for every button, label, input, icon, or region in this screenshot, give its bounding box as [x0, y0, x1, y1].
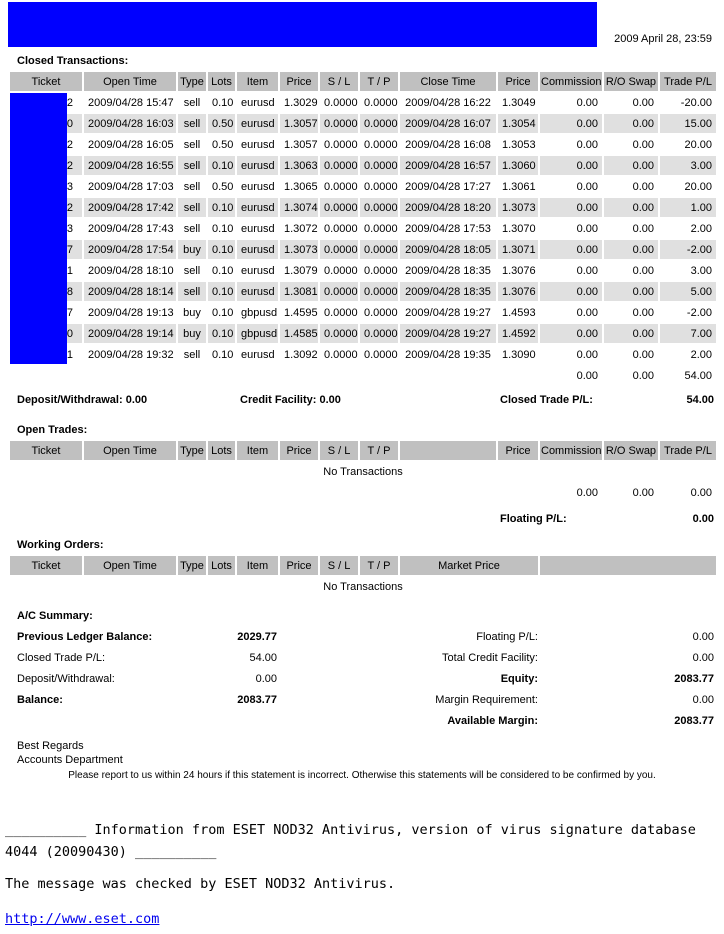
cell-lots: 0.10	[212, 306, 234, 319]
cell-commission: 0.00	[540, 282, 602, 301]
cell-open_time: 2009/04/28 16:03	[84, 114, 176, 133]
column-header: Ticket	[10, 441, 82, 460]
cell-type: sell	[183, 96, 201, 109]
cell-close_price: 1.3053	[502, 138, 536, 151]
cell-sl: 0.0000	[324, 180, 358, 193]
cell-type: sell	[178, 282, 206, 301]
column-header: Lots	[208, 441, 235, 460]
cell-close_time: 2009/04/28 16:07	[400, 114, 496, 133]
total-credit-facility-value: 0.00	[692, 651, 714, 664]
transaction-row	[10, 324, 716, 343]
cell-open_time: 2009/04/28 19:14	[84, 324, 176, 343]
cell-commission: 0.00	[540, 324, 602, 343]
cell-open_time: 2009/04/28 17:54	[84, 240, 176, 259]
cell-lots: 0.50	[212, 180, 234, 193]
closed-trade-pl-summary-label: Closed Trade P/L:	[17, 651, 106, 664]
column-header: Item	[237, 556, 278, 575]
open-totals-commission: 0.00	[576, 486, 598, 499]
closed-trade-pl-value: 54.00	[686, 393, 714, 406]
cell-ticket: 8	[10, 282, 82, 301]
cell-tp: 0.0000	[360, 156, 398, 175]
cell-close_price: 1.3076	[498, 282, 538, 301]
column-header: T / P	[360, 556, 398, 575]
summary-row	[0, 668, 724, 689]
cell-item: eurusd	[241, 264, 275, 277]
antivirus-info-line-2: 4044 (20090430) __________	[5, 844, 217, 860]
cell-price: 1.3057	[280, 114, 318, 133]
open-totals-row	[10, 483, 716, 502]
cell-open_time: 2009/04/28 18:14	[84, 282, 176, 301]
totals-swap: 0.00	[632, 369, 654, 382]
column-header: Close Time	[400, 72, 496, 91]
cell-open_time: 2009/04/28 17:42	[84, 198, 176, 217]
cell-lots: 0.10	[208, 156, 235, 175]
previous-ledger-balance-label: Previous Ledger Balance:	[17, 630, 153, 643]
floating-pl-summary-label: Floating P/L:	[476, 630, 538, 643]
open-empty-row	[10, 462, 716, 481]
column-header: R/O Swap	[604, 72, 658, 91]
deposit-withdrawal-summary-value: 0.00	[255, 672, 277, 685]
closed-transactions-title: Closed Transactions:	[17, 55, 129, 67]
cell-item: eurusd	[241, 180, 275, 193]
column-header: Price	[498, 72, 538, 91]
antivirus-info-line-1: __________ Information from ESET NOD32 Antivirus, version of virus signature database	[5, 822, 696, 838]
cell-price: 1.3079	[284, 264, 318, 277]
cell-commission: 0.00	[576, 180, 598, 193]
column-header: Lots	[208, 72, 235, 91]
cell-type: sell	[183, 138, 201, 151]
cell-tp: 0.0000	[364, 264, 398, 277]
cell-sl: 0.0000	[324, 96, 358, 109]
transaction-row	[10, 114, 716, 133]
transaction-row	[10, 156, 716, 175]
cell-swap: 0.00	[604, 114, 658, 133]
cell-price: 1.3092	[284, 348, 318, 361]
cell-sl: 0.0000	[320, 282, 358, 301]
credit-facility	[240, 394, 500, 406]
cell-open_time: 2009/04/28 18:10	[88, 264, 174, 277]
credit-facility-label: Credit Facility:	[240, 393, 317, 406]
cell-commission: 0.00	[540, 240, 602, 259]
cell-close_price: 1.3061	[502, 180, 536, 193]
cell-close_price: 1.3049	[502, 96, 536, 109]
margin-requirement-value: 0.00	[692, 693, 714, 706]
previous-ledger-balance-value: 2029.77	[237, 630, 277, 643]
cell-close_time: 2009/04/28 18:20	[400, 198, 496, 217]
cell-close_price: 1.3054	[498, 114, 538, 133]
cell-commission: 0.00	[576, 348, 598, 361]
cell-close_price: 1.3060	[498, 156, 538, 175]
cell-close_price: 1.3090	[502, 348, 536, 361]
column-header: S / L	[320, 72, 358, 91]
available-margin-value: 2083.77	[674, 714, 714, 727]
cell-lots: 0.10	[208, 240, 235, 259]
column-header: T / P	[360, 441, 398, 460]
eset-link[interactable]: http://www.eset.com	[5, 911, 160, 927]
cell-tp: 0.0000	[364, 348, 398, 361]
cell-sl: 0.0000	[324, 222, 358, 235]
cell-pl: 20.00	[684, 138, 712, 151]
cell-close_price: 1.3076	[502, 264, 536, 277]
cell-price: 1.3072	[284, 222, 318, 235]
column-header	[540, 556, 716, 575]
cell-lots: 0.10	[212, 222, 234, 235]
cell-type: buy	[183, 306, 201, 319]
balance-value: 2083.77	[237, 693, 277, 706]
column-header: Open Time	[84, 72, 176, 91]
cell-tp: 0.0000	[360, 240, 398, 259]
cell-item: eurusd	[241, 96, 275, 109]
cell-price: 1.3063	[280, 156, 318, 175]
cell-close_time: 2009/04/28 16:22	[405, 96, 491, 109]
column-header: Market Price	[400, 556, 538, 575]
cell-price: 1.3073	[280, 240, 318, 259]
cell-ticket: 2	[10, 198, 82, 217]
column-header	[400, 441, 496, 460]
cell-sl: 0.0000	[320, 198, 358, 217]
working-empty-row	[10, 577, 716, 596]
disclaimer-text: Please report to us within 24 hours if this statement is incorrect. Otherwise this statements will be considered to be confirmed by you.	[68, 770, 656, 781]
cell-type: sell	[178, 198, 206, 217]
column-header: Price	[498, 441, 538, 460]
transaction-row	[10, 93, 716, 112]
best-regards: Best Regards	[17, 740, 84, 752]
cell-type: sell	[183, 180, 201, 193]
cell-tp: 0.0000	[364, 180, 398, 193]
transaction-row	[10, 261, 716, 280]
antivirus-checked-line: The message was checked by ESET NOD32 Antivirus.	[5, 876, 396, 892]
cell-pl: 2.00	[690, 348, 712, 361]
cell-swap: 0.00	[632, 180, 654, 193]
cell-price: 1.3074	[280, 198, 318, 217]
cell-lots: 0.10	[208, 324, 235, 343]
cell-tp: 0.0000	[364, 306, 398, 319]
cell-ticket: 3	[66, 180, 73, 193]
column-header: S / L	[320, 556, 358, 575]
cell-price: 1.4585	[280, 324, 318, 343]
deposit-withdrawal-summary-label: Deposit/Withdrawal:	[17, 672, 115, 685]
cell-sl: 0.0000	[324, 306, 358, 319]
transaction-row	[10, 135, 716, 154]
transaction-row	[10, 219, 716, 238]
cell-commission: 0.00	[576, 264, 598, 277]
cell-type: sell	[178, 156, 206, 175]
cell-item: eurusd	[237, 282, 278, 301]
cell-tp: 0.0000	[360, 198, 398, 217]
column-header: Trade P/L	[660, 441, 716, 460]
closed-body	[10, 93, 716, 364]
cell-close_time: 2009/04/28 16:08	[405, 138, 491, 151]
cell-item: eurusd	[237, 114, 278, 133]
column-header: Type	[178, 441, 206, 460]
cell-close_time: 2009/04/28 16:57	[400, 156, 496, 175]
redacted-ticket-numbers	[10, 93, 67, 364]
cell-pl: -2.00	[686, 306, 712, 319]
cell-close_price: 1.4593	[502, 306, 536, 319]
account-summary	[0, 626, 724, 731]
cell-lots: 0.10	[212, 96, 234, 109]
totals-commission: 0.00	[576, 369, 598, 382]
cell-ticket: 7	[10, 240, 82, 259]
transaction-row	[10, 303, 716, 322]
deposit-withdrawal-value: 0.00	[125, 393, 148, 406]
open-trades-table-wrap	[8, 439, 716, 504]
cell-open_time: 2009/04/28 19:13	[88, 306, 174, 319]
open-totals-swap: 0.00	[632, 486, 654, 499]
cell-pl: -2.00	[660, 240, 716, 259]
column-header: Open Time	[84, 556, 176, 575]
cell-type: buy	[178, 324, 206, 343]
cell-pl: 5.00	[660, 282, 716, 301]
column-header: Ticket	[10, 72, 82, 91]
cell-lots: 0.10	[208, 282, 235, 301]
column-header: Item	[237, 72, 278, 91]
cell-item: eurusd	[237, 240, 278, 259]
cell-close_time: 2009/04/28 19:27	[405, 306, 491, 319]
column-header: Price	[280, 441, 318, 460]
column-header: Type	[178, 72, 206, 91]
cell-swap: 0.00	[604, 282, 658, 301]
transaction-row	[10, 177, 716, 196]
cell-sl: 0.0000	[320, 324, 358, 343]
floating-pl-summary-value: 0.00	[692, 630, 714, 643]
open-trades-table	[8, 439, 718, 504]
signature-block	[17, 739, 724, 767]
closed-summary-line	[17, 389, 714, 410]
summary-row	[0, 626, 724, 647]
total-credit-facility-label: Total Credit Facility:	[442, 651, 538, 664]
cell-lots: 0.10	[212, 348, 234, 361]
cell-close_time: 2009/04/28 17:53	[405, 222, 491, 235]
cell-swap: 0.00	[632, 348, 654, 361]
cell-ticket: 2	[66, 96, 73, 109]
cell-lots: 0.50	[212, 138, 234, 151]
cell-price: 1.3081	[280, 282, 318, 301]
cell-swap: 0.00	[604, 324, 658, 343]
totals-spacer	[10, 366, 538, 385]
column-header: Price	[280, 72, 318, 91]
margin-requirement-label: Margin Requirement:	[435, 693, 538, 706]
cell-type: sell	[178, 114, 206, 133]
cell-type: sell	[183, 222, 201, 235]
cell-sl: 0.0000	[320, 240, 358, 259]
cell-open_time: 2009/04/28 17:03	[88, 180, 174, 193]
cell-open_time: 2009/04/28 19:32	[88, 348, 174, 361]
cell-ticket: 0	[10, 114, 82, 133]
cell-commission: 0.00	[540, 156, 602, 175]
working-header-row	[10, 556, 716, 575]
summary-row	[0, 710, 724, 731]
working-orders-title: Working Orders:	[17, 539, 104, 551]
cell-pl: 7.00	[660, 324, 716, 343]
working-orders-table-wrap	[8, 554, 716, 598]
cell-ticket: 1	[66, 348, 73, 361]
accounts-department: Accounts Department	[17, 754, 123, 766]
cell-close_price: 1.3070	[502, 222, 536, 235]
cell-tp: 0.0000	[364, 96, 398, 109]
deposit-withdrawal-label: Deposit/Withdrawal:	[17, 393, 123, 406]
cell-swap: 0.00	[632, 138, 654, 151]
closed-transactions-table-wrap	[8, 70, 716, 387]
cell-close_time: 2009/04/28 19:27	[400, 324, 496, 343]
available-margin-label: Available Margin:	[447, 714, 538, 727]
column-header: S / L	[320, 441, 358, 460]
cell-tp: 0.0000	[364, 222, 398, 235]
cell-ticket: 2	[66, 138, 73, 151]
cell-pl: 1.00	[660, 198, 716, 217]
statement-date: 2009 April 28, 23:59	[614, 33, 712, 45]
cell-close_time: 2009/04/28 18:35	[405, 264, 491, 277]
cell-sl: 0.0000	[324, 138, 358, 151]
cell-swap: 0.00	[604, 240, 658, 259]
cell-price: 1.3057	[284, 138, 318, 151]
closed-header-row	[10, 72, 716, 91]
cell-price: 1.3065	[284, 180, 318, 193]
closed-transactions-table	[8, 70, 718, 387]
antivirus-footer	[5, 819, 724, 927]
no-transactions-text: No Transactions	[323, 465, 403, 478]
cell-pl: 2.00	[690, 222, 712, 235]
cell-commission: 0.00	[576, 96, 598, 109]
transaction-row	[10, 198, 716, 217]
cell-open_time: 2009/04/28 15:47	[88, 96, 174, 109]
cell-pl: 15.00	[660, 114, 716, 133]
cell-sl: 0.0000	[320, 156, 358, 175]
column-header: Open Time	[84, 441, 176, 460]
cell-lots: 0.10	[208, 198, 235, 217]
no-transactions-text: No Transactions	[323, 580, 403, 593]
cell-swap: 0.00	[632, 306, 654, 319]
cell-pl: 3.00	[690, 264, 712, 277]
floating-pl-label: Floating P/L:	[500, 512, 567, 525]
cell-tp: 0.0000	[360, 324, 398, 343]
deposit-withdrawal	[17, 394, 240, 406]
cell-price: 1.4595	[284, 306, 318, 319]
column-header: Commission	[540, 441, 602, 460]
cell-close_time: 2009/04/28 18:35	[400, 282, 496, 301]
cell-item: eurusd	[241, 348, 275, 361]
transaction-row	[10, 240, 716, 259]
cell-open_time: 2009/04/28 16:55	[84, 156, 176, 175]
cell-tp: 0.0000	[364, 138, 398, 151]
closed-trade-pl-summary-value: 54.00	[249, 651, 277, 664]
summary-row	[0, 689, 724, 710]
cell-close_time: 2009/04/28 18:05	[400, 240, 496, 259]
floating-pl-line	[17, 508, 714, 529]
column-header: R/O Swap	[604, 441, 658, 460]
column-header: Trade P/L	[660, 72, 716, 91]
cell-swap: 0.00	[604, 156, 658, 175]
balance-label: Balance:	[17, 693, 63, 706]
column-header: Commission	[540, 72, 602, 91]
cell-commission: 0.00	[540, 198, 602, 217]
cell-tp: 0.0000	[360, 114, 398, 133]
cell-sl: 0.0000	[324, 264, 358, 277]
cell-pl: 3.00	[660, 156, 716, 175]
column-header: T / P	[360, 72, 398, 91]
cell-swap: 0.00	[632, 96, 654, 109]
cell-type: sell	[183, 348, 201, 361]
column-header: Item	[237, 441, 278, 460]
cell-swap: 0.00	[632, 222, 654, 235]
cell-tp: 0.0000	[360, 282, 398, 301]
cell-item: eurusd	[241, 138, 275, 151]
cell-close_time: 2009/04/28 17:27	[405, 180, 491, 193]
cell-item: gbpusd	[237, 324, 278, 343]
column-header: Price	[280, 556, 318, 575]
account-summary-title: A/C Summary:	[17, 610, 93, 622]
cell-swap: 0.00	[604, 198, 658, 217]
cell-lots: 0.10	[212, 264, 234, 277]
working-orders-table	[8, 554, 718, 598]
transaction-row	[10, 345, 716, 364]
open-header-row	[10, 441, 716, 460]
cell-open_time: 2009/04/28 16:05	[88, 138, 174, 151]
equity-value: 2083.77	[674, 672, 714, 685]
cell-commission: 0.00	[576, 138, 598, 151]
cell-item: eurusd	[241, 222, 275, 235]
open-totals-trade-pl: 0.00	[690, 486, 712, 499]
floating-pl-value: 0.00	[692, 512, 714, 525]
cell-item: eurusd	[237, 156, 278, 175]
cell-sl: 0.0000	[324, 348, 358, 361]
column-header: Lots	[208, 556, 235, 575]
cell-pl: 20.00	[684, 180, 712, 193]
cell-swap: 0.00	[632, 264, 654, 277]
cell-ticket: 1	[66, 264, 73, 277]
column-header: Type	[178, 556, 206, 575]
cell-type: buy	[178, 240, 206, 259]
column-header: Ticket	[10, 556, 82, 575]
cell-commission: 0.00	[576, 222, 598, 235]
cell-close_price: 1.4592	[498, 324, 538, 343]
closed-trade-pl-label: Closed Trade P/L:	[500, 393, 593, 406]
equity-label: Equity:	[500, 672, 538, 685]
cell-item: gbpusd	[241, 306, 278, 319]
cell-lots: 0.50	[208, 114, 235, 133]
closed-totals-row	[10, 366, 716, 385]
summary-row	[0, 647, 724, 668]
cell-close_time: 2009/04/28 19:35	[405, 348, 491, 361]
cell-ticket: 2	[10, 156, 82, 175]
cell-type: sell	[183, 264, 201, 277]
cell-ticket: 7	[66, 306, 73, 319]
credit-facility-value: 0.00	[319, 393, 341, 406]
cell-ticket: 0	[10, 324, 82, 343]
cell-price: 1.3029	[284, 96, 318, 109]
cell-item: eurusd	[237, 198, 278, 217]
totals-trade-pl: 54.00	[684, 369, 712, 382]
totals-spacer	[10, 483, 538, 502]
cell-open_time: 2009/04/28 17:43	[88, 222, 174, 235]
cell-sl: 0.0000	[320, 114, 358, 133]
transaction-row	[10, 282, 716, 301]
open-trades-title: Open Trades:	[17, 424, 88, 436]
cell-close_price: 1.3073	[498, 198, 538, 217]
redacted-account-info	[8, 2, 597, 47]
cell-close_price: 1.3071	[498, 240, 538, 259]
cell-pl: -20.00	[680, 96, 712, 109]
cell-commission: 0.00	[540, 114, 602, 133]
cell-commission: 0.00	[576, 306, 598, 319]
cell-ticket: 3	[66, 222, 73, 235]
